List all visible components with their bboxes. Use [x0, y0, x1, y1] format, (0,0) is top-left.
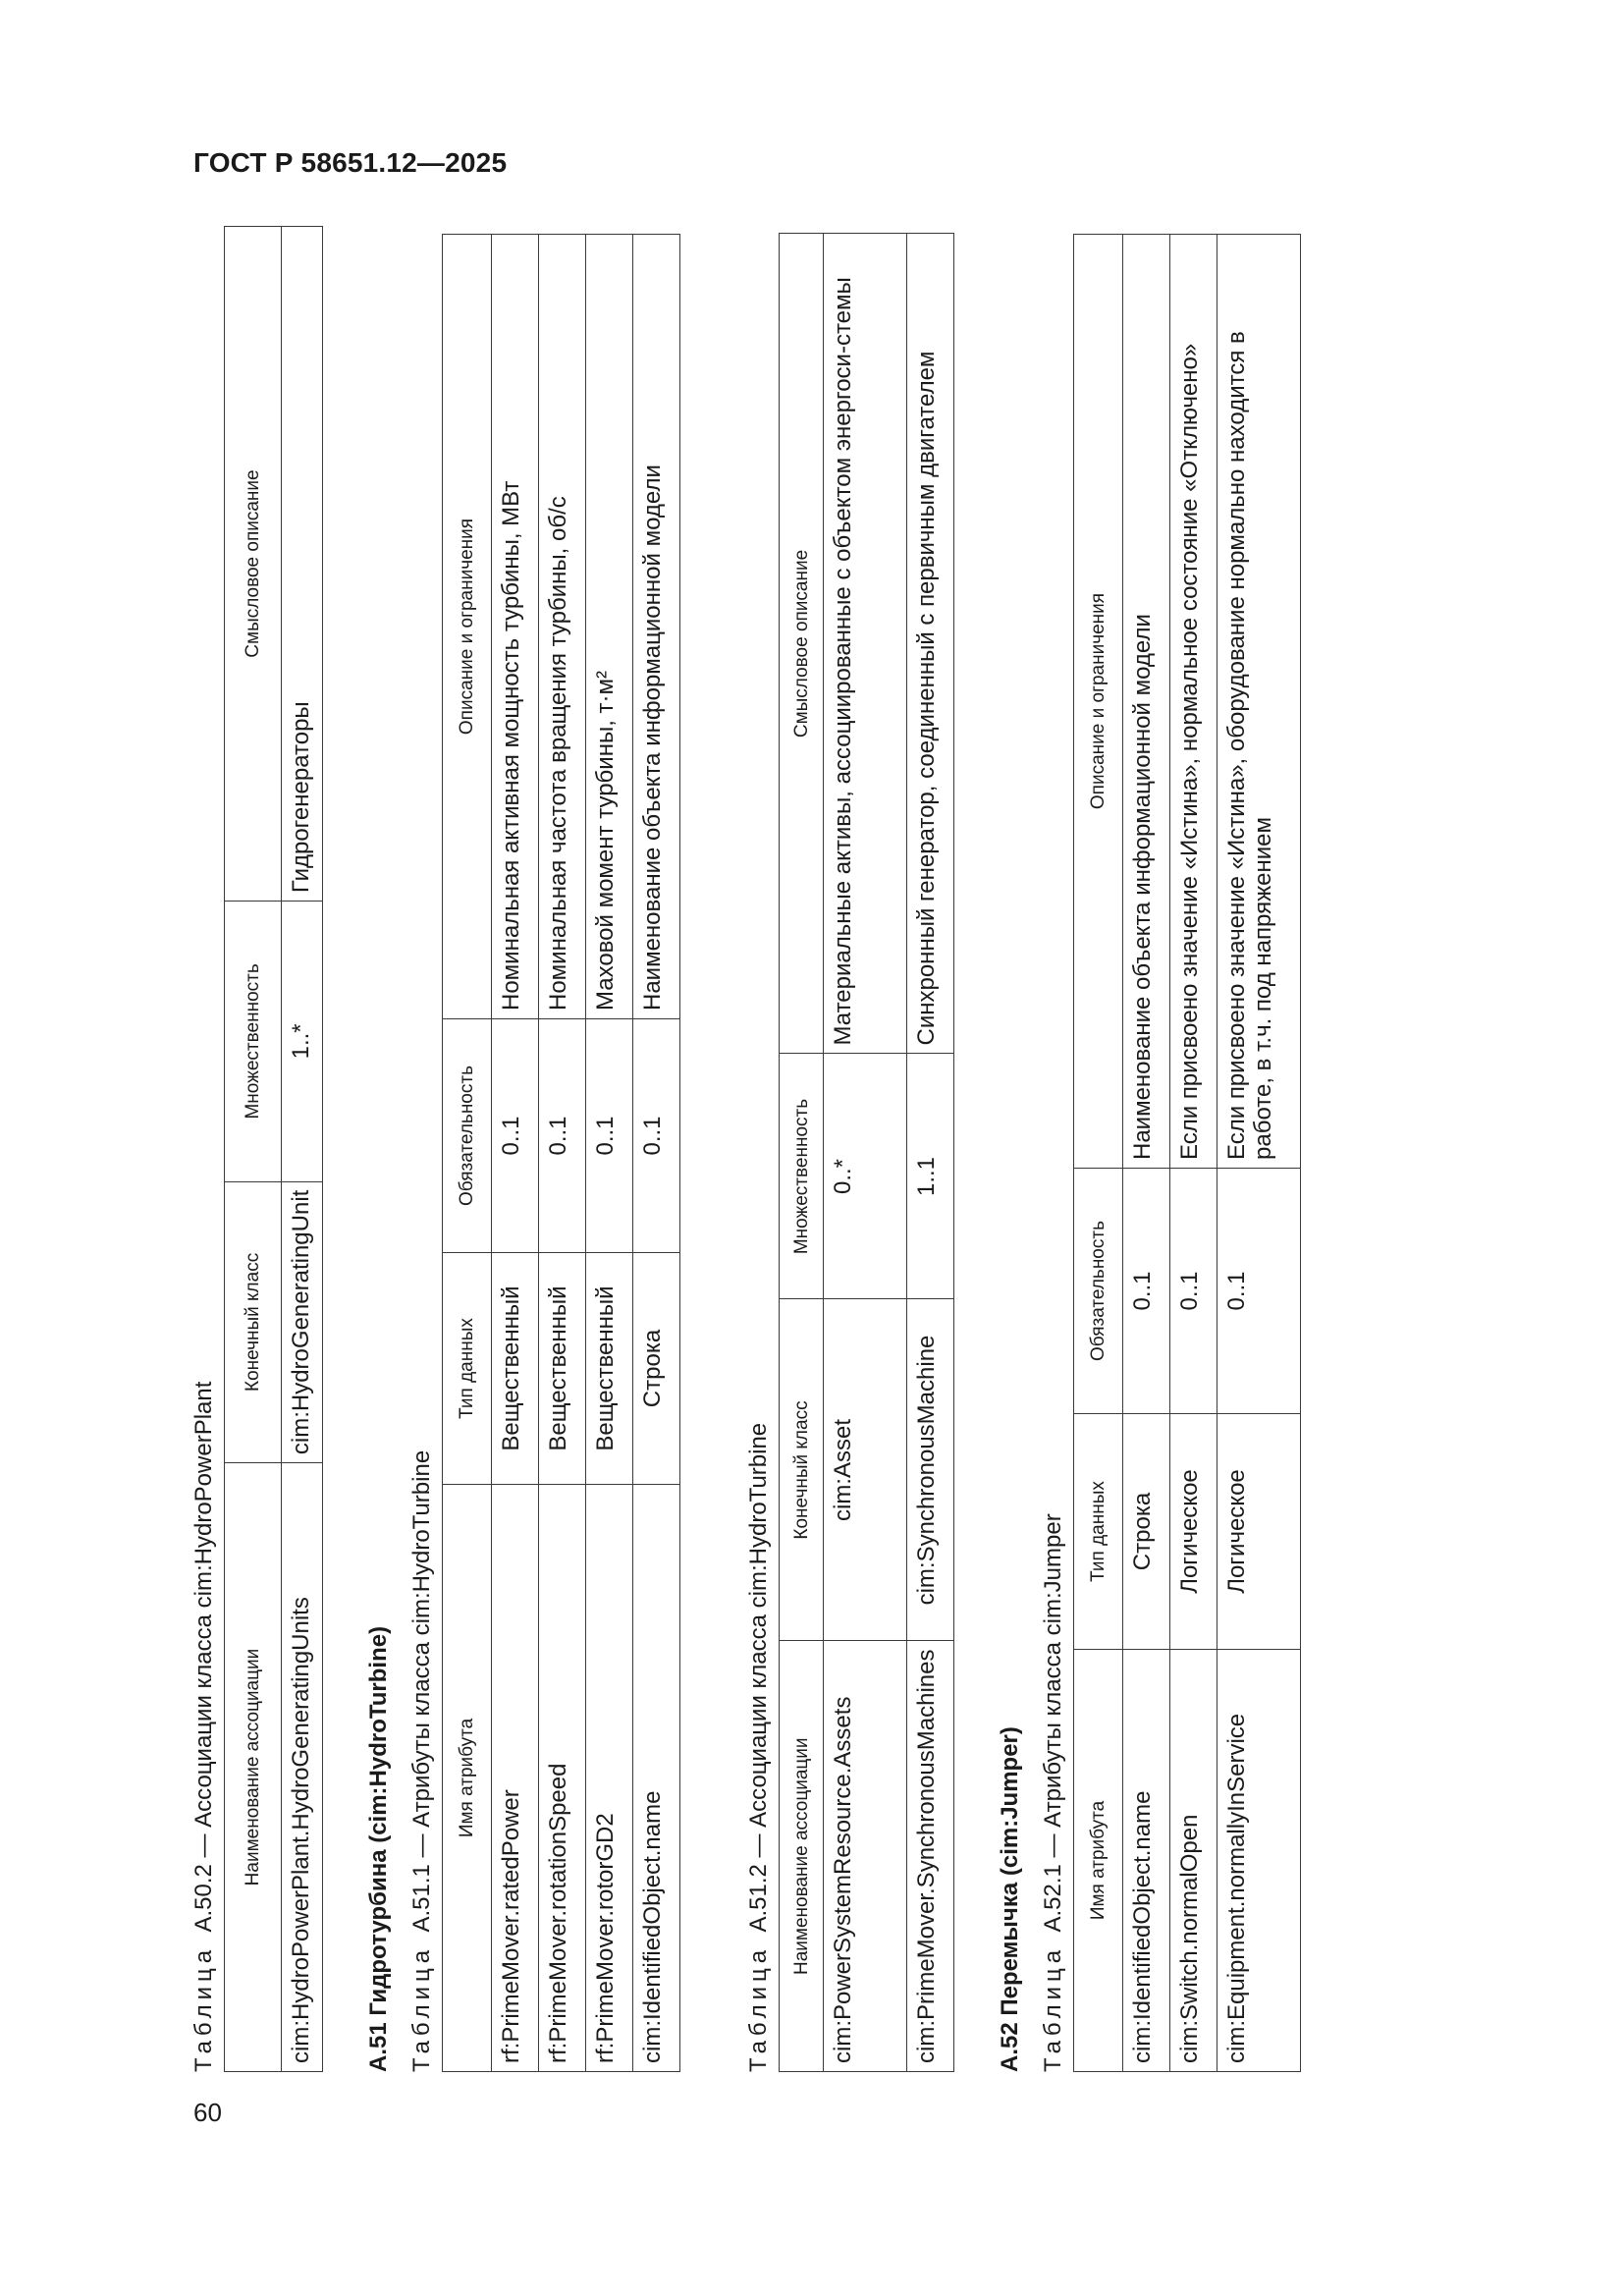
header-cell: Смысловое описание — [225, 227, 282, 902]
header-cell: Множественность — [225, 902, 282, 1182]
table-cell: Гидрогенераторы — [282, 227, 323, 902]
table-cell: cim:IdentifiedObject.name — [1123, 1650, 1170, 2072]
table-cell: 0..1 — [1170, 1169, 1217, 1414]
table-a51-1-caption — [405, 234, 440, 2072]
table-cell: cim:IdentifiedObject.name — [633, 1485, 680, 2072]
caption-word: Таблица — [745, 1944, 772, 2072]
table-cell: 0..1 — [1123, 1169, 1170, 1414]
standard-header: ГОСТ Р 58651.12—2025 — [193, 147, 508, 178]
table-cell: Наименование объекта информационной модели — [633, 235, 680, 1019]
header-cell: Тип данных — [1074, 1414, 1123, 1650]
table-cell: cim:SynchronousMachine — [907, 1299, 954, 1641]
table-row — [824, 234, 907, 2072]
table-a52-1-block — [1036, 234, 1301, 2072]
table-row — [282, 227, 323, 2072]
table-cell: 0..1 — [1217, 1169, 1301, 1414]
table-cell: 1..* — [282, 902, 323, 1182]
table-cell: Номинальная активная мощность турбины, МВт — [492, 235, 539, 1019]
table-cell: 0..1 — [586, 1019, 633, 1253]
table-row — [1170, 235, 1217, 2072]
header-cell: Имя атрибута — [1074, 1650, 1123, 2072]
table-row — [586, 235, 633, 2072]
table-row — [1123, 235, 1170, 2072]
header-cell: Описание и ограничения — [1074, 235, 1123, 1169]
section-title-a51: A.51 Гидротурбина (cim:HydroTurbine) — [365, 1625, 392, 2072]
table-cell: cim:Asset — [824, 1299, 907, 1641]
table-cell: Если присвоено значение «Истина», оборудование нормально находится в работе, в т.ч. под напряжением — [1217, 235, 1301, 1169]
table-cell: Наименование объекта информационной модели — [1123, 235, 1170, 1169]
table-a51-2-caption — [741, 234, 777, 2073]
table-cell: 1..1 — [907, 1054, 954, 1299]
table-cell: Материальные активы, ассоциированные с объектом энергоси-стемы — [824, 234, 907, 1054]
table-a51-2-block — [741, 234, 954, 2073]
header-cell: Множественность — [780, 1054, 824, 1299]
table-cell: Вещественный — [539, 1253, 586, 1485]
table-cell: Строка — [1123, 1414, 1170, 1650]
page-number: 60 — [193, 2098, 222, 2127]
table-cell: cim:Switch.normalOpen — [1170, 1650, 1217, 2072]
table-a50-2-caption — [187, 226, 222, 2072]
table-row — [633, 235, 680, 2072]
table-cell: Номинальная частота вращения турбины, об/с — [539, 235, 586, 1019]
header-cell: Конечный класс — [225, 1181, 282, 1462]
table-cell: 0..* — [824, 1054, 907, 1299]
table-cell: Вещественный — [586, 1253, 633, 1485]
table-cell: Строка — [633, 1253, 680, 1485]
table-cell: Логическое — [1217, 1414, 1301, 1650]
table-a50-2 — [224, 226, 323, 2072]
table-cell: 0..1 — [492, 1019, 539, 1253]
table-cell: cim:HydroPowerPlant.HydroGeneratingUnits — [282, 1463, 323, 2072]
header-cell: Обязательность — [443, 1019, 492, 1253]
table-cell: Логическое — [1170, 1414, 1217, 1650]
table-cell: Синхронный генератор, соединенный с первичным двигателем — [907, 234, 954, 1054]
header-cell: Тип данных — [443, 1253, 492, 1485]
table-row — [1217, 235, 1301, 2072]
caption-text: A.51.2 — Ассоциации класса cim:HydroTurbine — [745, 1422, 772, 1933]
table-a51-2 — [779, 234, 954, 2073]
table-cell: Маховой момент турбины, т·м² — [586, 235, 633, 1019]
table-cell: 0..1 — [633, 1019, 680, 1253]
table-a51-1-block — [405, 234, 680, 2072]
table-a52-1-caption — [1036, 234, 1071, 2072]
table-cell: cim:PowerSystemResource.Assets — [824, 1641, 907, 2072]
section-title-a52: A.52 Перемычка (cim:Jumper) — [997, 1726, 1023, 2072]
table-a51-1 — [442, 234, 680, 2072]
header-cell: Имя атрибута — [443, 1485, 492, 2072]
caption-word: Таблица — [1040, 1944, 1066, 2072]
table-a50-2-block — [187, 226, 323, 2072]
table-cell: cim:HydroGeneratingUnit — [282, 1181, 323, 1462]
table-row — [907, 234, 954, 2072]
header-cell: Наименование ассоциации — [225, 1463, 282, 2072]
table-row — [539, 235, 586, 2072]
caption-word: Таблица — [190, 1944, 217, 2072]
caption-word: Таблица — [408, 1944, 435, 2072]
table-cell: Если присвоено значение «Истина», нормальное состояние «Отключено» — [1170, 235, 1217, 1169]
header-cell: Обязательность — [1074, 1169, 1123, 1414]
header-cell: Наименование ассоциации — [780, 1641, 824, 2072]
table-row — [492, 235, 539, 2072]
table-cell: rf:PrimeMover.rotorGD2 — [586, 1485, 633, 2072]
table-cell: rf:PrimeMover.rotationSpeed — [539, 1485, 586, 2072]
header-cell: Конечный класс — [780, 1299, 824, 1641]
table-cell: 0..1 — [539, 1019, 586, 1253]
caption-text: A.51.1 — Атрибуты класса cim:HydroTurbine — [408, 1449, 435, 1933]
caption-text: A.50.2 — Ассоциации класса cim:HydroPowerPlant — [190, 1381, 217, 1933]
table-cell: rf:PrimeMover.ratedPower — [492, 1485, 539, 2072]
header-cell: Смысловое описание — [780, 234, 824, 1054]
rotated-content — [187, 226, 1375, 2072]
table-cell: cim:Equipment.normallyInService — [1217, 1650, 1301, 2072]
table-a52-1 — [1073, 234, 1301, 2072]
table-cell: cim:PrimeMover.SynchronousMachines — [907, 1641, 954, 2072]
header-cell: Описание и ограничения — [443, 235, 492, 1019]
caption-text: A.52.1 — Атрибуты класса cim:Jumper — [1040, 1513, 1066, 1933]
table-cell: Вещественный — [492, 1253, 539, 1485]
